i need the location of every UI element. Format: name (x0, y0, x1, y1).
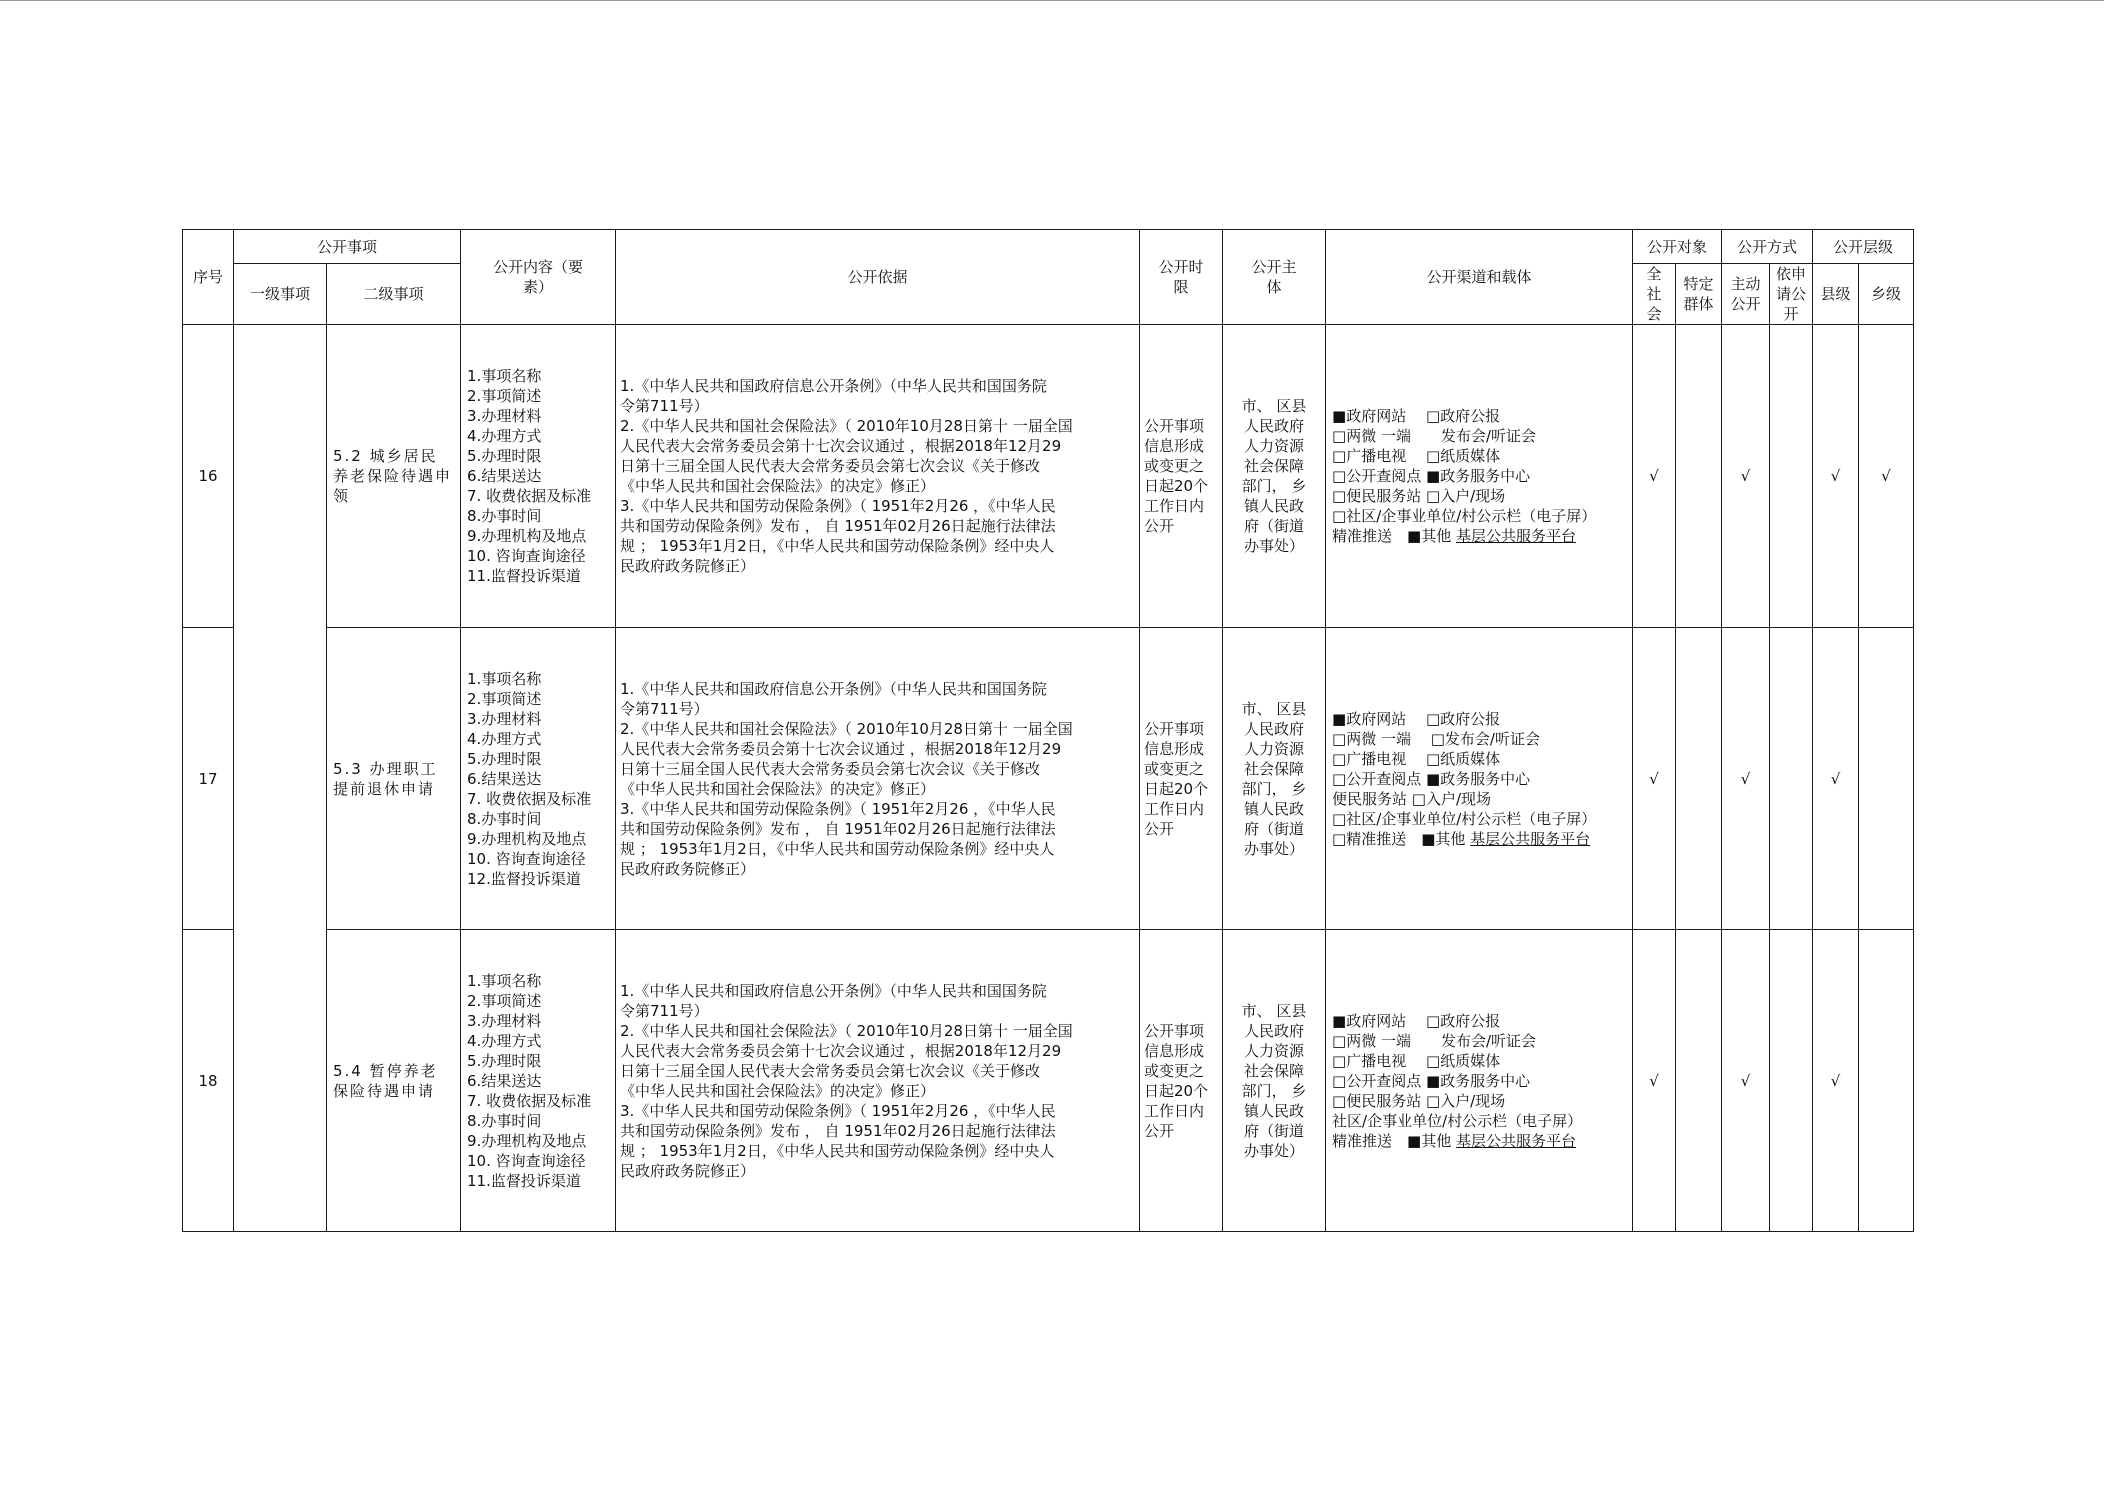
channel-other-line (1332, 1131, 1632, 1151)
content-line: 10. 咨询查询途径 (467, 547, 586, 565)
subject-line: 人民政府 (1244, 417, 1305, 435)
check-target-specific (1676, 930, 1722, 1232)
header-method-apply: 依申请公开 (1770, 264, 1813, 325)
content-list (461, 930, 616, 1232)
check-target-all: √ (1633, 325, 1676, 628)
time-line: 公开 (1144, 1121, 1175, 1140)
subject-line: 社会保障 (1244, 1061, 1305, 1080)
basis-line: 1.《中华人民共和国政府信息公开条例》（中华人民共和国国务院 (620, 981, 1047, 1000)
content-line: 4.办理方式 (467, 427, 542, 445)
channel-line: □社区/企事业单位/村公示栏（电子屏） (1332, 809, 1597, 828)
basis-line: 共和国劳动保险条例》发布 ， 自 1951年02月26日起施行法律法 (620, 1121, 1056, 1140)
channel-line: 精准推送 ■其他 (1332, 527, 1456, 545)
basis-line: 《中华人民共和国社会保险法》的决定》修正） (620, 779, 936, 798)
subject-line: 人力资源 (1244, 437, 1305, 455)
level1-cell (234, 325, 327, 1232)
time-line: 日起20个 (1144, 779, 1209, 798)
time-line: 信息形成 (1144, 437, 1205, 455)
time-limit (1140, 628, 1223, 930)
content-line: 8.办事时间 (467, 1111, 542, 1130)
channel-line: □精准推送 ■其他 (1332, 829, 1471, 848)
check-level-county: √ (1813, 930, 1859, 1232)
content-line: 6.结果送达 (467, 467, 542, 485)
content-line: 8.办事时间 (467, 809, 542, 828)
header-target-all: 全社会 (1633, 264, 1676, 325)
subject-line: 市、 区县 (1241, 397, 1307, 415)
check-level-county: √ (1813, 628, 1859, 930)
content-line: 4.办理方式 (467, 729, 542, 748)
content-line: 4.办理方式 (467, 1031, 542, 1050)
channel-line: ■政府网站 □政府公报 (1332, 407, 1501, 425)
header-method: 公开方式 (1722, 230, 1813, 264)
page-top-border (0, 0, 2104, 1)
content-line: 1.事项名称 (467, 669, 542, 688)
header-level-county: 县级 (1813, 264, 1859, 325)
time-line: 或变更之 (1144, 759, 1205, 778)
header-method-active: 主动公开 (1722, 264, 1770, 325)
subject-line: 办事处） (1244, 1141, 1305, 1160)
content-line: 10. 咨询查询途径 (467, 849, 586, 868)
time-line: 日起20个 (1144, 477, 1209, 495)
channel-other-line (1332, 526, 1632, 546)
content-line: 7. 收费依据及标准 (467, 1091, 592, 1110)
channel-line: □公开查阅点 ■政务服务中心 (1332, 467, 1531, 485)
channel-line: □便民服务站 □入户/现场 (1332, 487, 1506, 505)
time-line: 信息形成 (1144, 739, 1205, 758)
header-content: 公开内容（要素） (461, 230, 616, 325)
level2-item: 5.3 办理职工提前退休申请 (327, 628, 461, 930)
content-line: 2.事项简述 (467, 991, 542, 1010)
content-line: 3.办理材料 (467, 1011, 542, 1030)
basis-line: 规 ； 1953年1月2日，《中华人民共和国劳动保险条例》经中央人 (620, 1141, 1055, 1160)
basis-line: 规 ； 1953年1月2日，《中华人民共和国劳动保险条例》经中央人 (620, 839, 1055, 858)
channel-list (1326, 325, 1633, 628)
channel-line: 精准推送 ■其他 (1332, 1131, 1456, 1150)
check-method-active: √ (1722, 325, 1770, 628)
time-line: 公开事项 (1144, 417, 1205, 435)
subject-line: 人民政府 (1244, 719, 1305, 738)
check-method-active: √ (1722, 930, 1770, 1232)
content-line: 3.办理材料 (467, 407, 542, 425)
check-level-town (1859, 628, 1914, 930)
content-line: 3.办理材料 (467, 709, 542, 728)
basis-line: 共和国劳动保险条例》发布 ， 自 1951年02月26日起施行法律法 (620, 819, 1056, 838)
subject-line: 人力资源 (1244, 739, 1305, 758)
basis-line: 令第711号） (620, 1001, 709, 1020)
content-line: 12.监督投诉渠道 (467, 869, 581, 888)
header-level: 公开层级 (1813, 230, 1914, 264)
channel-line: □公开查阅点 ■政务服务中心 (1332, 769, 1531, 788)
channel-other-value: 基层公共服务平台 (1455, 527, 1576, 545)
subject-line: 办事处） (1244, 537, 1305, 555)
content-line: 8.办事时间 (467, 507, 542, 525)
time-limit (1140, 325, 1223, 628)
basis-line: 2.《中华人民共和国社会保险法》（ 2010年10月28日第十 一届全国 (620, 1021, 1073, 1040)
row-seq: 17 (183, 628, 234, 930)
check-target-specific (1676, 325, 1722, 628)
time-line: 或变更之 (1144, 457, 1205, 475)
basis-line: 3.《中华人民共和国劳动保险条例》（ 1951年2月26 ，《中华人民 (620, 497, 1056, 515)
time-line: 工作日内 (1144, 1101, 1205, 1120)
basis-line: 《中华人民共和国社会保险法》的决定》修正） (620, 477, 936, 495)
basis-line: 3.《中华人民共和国劳动保险条例》（ 1951年2月26 ，《中华人民 (620, 799, 1056, 818)
channel-line: □两微 一端 发布会/听证会 (1332, 1031, 1537, 1050)
channel-list (1326, 930, 1633, 1232)
header-time: 公开时限 (1140, 230, 1223, 325)
basis-line: 共和国劳动保险条例》发布 ， 自 1951年02月26日起施行法律法 (620, 517, 1056, 535)
check-target-all: √ (1633, 930, 1676, 1232)
content-line: 10. 咨询查询途径 (467, 1151, 586, 1170)
basis-line: 《中华人民共和国社会保险法》的决定》修正） (620, 1081, 936, 1100)
basis-line: 令第711号） (620, 699, 709, 718)
content-line: 5.办理时限 (467, 1051, 542, 1070)
content-line: 1.事项名称 (467, 367, 542, 385)
check-target-all: √ (1633, 628, 1676, 930)
basis-line: 2.《中华人民共和国社会保险法》（ 2010年10月28日第十 一届全国 (620, 417, 1073, 435)
publishing-subject (1223, 930, 1326, 1232)
basis-line: 人民代表大会常务委员会第十七次会议通过 ，根据2018年12月29 (620, 739, 1062, 758)
subject-line: 镇人民政 (1244, 1101, 1305, 1120)
content-line: 1.事项名称 (467, 971, 542, 990)
subject-line: 市、 区县 (1241, 699, 1307, 718)
basis-line: 民政府政务院修正） (620, 1161, 756, 1180)
level2-item: 5.4 暂停养老保险待遇申请 (327, 930, 461, 1232)
time-line: 日起20个 (1144, 1081, 1209, 1100)
check-method-apply (1770, 325, 1813, 628)
time-line: 或变更之 (1144, 1061, 1205, 1080)
channel-line: □便民服务站 □入户/现场 (1332, 1091, 1506, 1110)
disclosure-table (182, 229, 1914, 1232)
subject-line: 部门， 乡 (1241, 779, 1307, 798)
time-line: 工作日内 (1144, 497, 1205, 515)
content-line: 5.办理时限 (467, 749, 542, 768)
content-line: 7. 收费依据及标准 (467, 487, 592, 505)
channel-line: ■政府网站 □政府公报 (1332, 1011, 1501, 1030)
channel-line: □公开查阅点 ■政务服务中心 (1332, 1071, 1531, 1090)
subject-line: 府（街道 (1244, 517, 1305, 535)
subject-line: 府（街道 (1244, 1121, 1305, 1140)
time-line: 公开 (1144, 517, 1175, 535)
content-line: 7. 收费依据及标准 (467, 789, 592, 808)
time-line: 公开事项 (1144, 1021, 1205, 1040)
basis-line: 日第十三届全国人民代表大会常务委员会第七次会议《关于修改 (620, 759, 1041, 778)
subject-line: 社会保障 (1244, 759, 1305, 778)
check-target-specific (1676, 628, 1722, 930)
channel-line: □广播电视 □纸质媒体 (1332, 447, 1501, 465)
header-level-town: 乡级 (1859, 264, 1914, 325)
check-method-apply (1770, 930, 1813, 1232)
subject-line: 镇人民政 (1244, 497, 1305, 515)
channel-line: □社区/企事业单位/村公示栏（电子屏） (1332, 507, 1597, 525)
channel-list (1326, 628, 1633, 930)
content-line: 11.监督投诉渠道 (467, 567, 581, 585)
row-seq: 16 (183, 325, 234, 628)
channel-other-value: 基层公共服务平台 (1470, 829, 1591, 848)
publishing-subject (1223, 628, 1326, 930)
channel-other-line (1332, 829, 1632, 849)
check-level-town (1859, 930, 1914, 1232)
header-target: 公开对象 (1633, 230, 1722, 264)
subject-line: 办事处） (1244, 839, 1305, 858)
basis-line: 令第711号） (620, 397, 709, 415)
basis-line: 2.《中华人民共和国社会保险法》（ 2010年10月28日第十 一届全国 (620, 719, 1073, 738)
basis-line: 1.《中华人民共和国政府信息公开条例》（中华人民共和国国务院 (620, 679, 1047, 698)
subject-line: 人民政府 (1244, 1021, 1305, 1040)
subject-line: 府（街道 (1244, 819, 1305, 838)
content-line: 6.结果送达 (467, 1071, 542, 1090)
header-seq: 序号 (183, 230, 234, 325)
basis-line: 民政府政务院修正） (620, 557, 756, 575)
subject-line: 市、 区县 (1241, 1001, 1307, 1020)
content-list (461, 628, 616, 930)
channel-line: □广播电视 □纸质媒体 (1332, 749, 1501, 768)
basis-text (616, 325, 1140, 628)
basis-line: 1.《中华人民共和国政府信息公开条例》（中华人民共和国国务院 (620, 377, 1047, 395)
table-row (183, 628, 1914, 930)
header-basis: 公开依据 (616, 230, 1140, 325)
content-line: 5.办理时限 (467, 447, 542, 465)
basis-line: 3.《中华人民共和国劳动保险条例》（ 1951年2月26 ，《中华人民 (620, 1101, 1056, 1120)
header-subject: 公开主体 (1223, 230, 1326, 325)
check-level-county: √ (1813, 325, 1859, 628)
basis-line: 日第十三届全国人民代表大会常务委员会第七次会议《关于修改 (620, 1061, 1041, 1080)
channel-other-value: 基层公共服务平台 (1455, 1131, 1576, 1150)
time-limit (1140, 930, 1223, 1232)
header-items: 公开事项 (234, 230, 461, 264)
check-method-active: √ (1722, 628, 1770, 930)
content-line: 6.结果送达 (467, 769, 542, 788)
subject-line: 镇人民政 (1244, 799, 1305, 818)
table-row (183, 325, 1914, 628)
basis-text (616, 628, 1140, 930)
channel-line: □两微 一端 发布会/听证会 (1332, 427, 1537, 445)
content-line: 11.监督投诉渠道 (467, 1171, 581, 1190)
check-method-apply (1770, 628, 1813, 930)
subject-line: 部门， 乡 (1241, 477, 1307, 495)
subject-line: 部门， 乡 (1241, 1081, 1307, 1100)
content-line: 9.办理机构及地点 (467, 829, 587, 848)
subject-line: 人力资源 (1244, 1041, 1305, 1060)
basis-line: 民政府政务院修正） (620, 859, 756, 878)
basis-line: 日第十三届全国人民代表大会常务委员会第七次会议《关于修改 (620, 457, 1041, 475)
content-line: 9.办理机构及地点 (467, 1131, 587, 1150)
header-level1: 一级事项 (234, 264, 327, 325)
time-line: 信息形成 (1144, 1041, 1205, 1060)
basis-line: 人民代表大会常务委员会第十七次会议通过 ，根据2018年12月29 (620, 437, 1062, 455)
content-line: 2.事项简述 (467, 689, 542, 708)
channel-line: ■政府网站 □政府公报 (1332, 709, 1501, 728)
basis-text (616, 930, 1140, 1232)
basis-line: 人民代表大会常务委员会第十七次会议通过 ，根据2018年12月29 (620, 1041, 1062, 1060)
subject-line: 社会保障 (1244, 457, 1305, 475)
channel-line: □两微 一端 □发布会/听证会 (1332, 729, 1540, 748)
header-channel: 公开渠道和载体 (1326, 230, 1633, 325)
channel-line: □广播电视 □纸质媒体 (1332, 1051, 1501, 1070)
header-level2: 二级事项 (327, 264, 461, 325)
publishing-subject (1223, 325, 1326, 628)
time-line: 工作日内 (1144, 799, 1205, 818)
time-line: 公开 (1144, 819, 1175, 838)
content-line: 2.事项简述 (467, 387, 542, 405)
basis-line: 规 ； 1953年1月2日，《中华人民共和国劳动保险条例》经中央人 (620, 537, 1055, 555)
channel-line: 社区/企事业单位/村公示栏（电子屏） (1332, 1111, 1583, 1130)
check-level-town: √ (1859, 325, 1914, 628)
content-line: 9.办理机构及地点 (467, 527, 587, 545)
level2-item: 5.2 城乡居民养老保险待遇申领 (327, 325, 461, 628)
channel-line: 便民服务站 □入户/现场 (1332, 789, 1492, 808)
content-list (461, 325, 616, 628)
time-line: 公开事项 (1144, 719, 1205, 738)
table-row (183, 930, 1914, 1232)
header-target-specific: 特定群体 (1676, 264, 1722, 325)
row-seq: 18 (183, 930, 234, 1232)
